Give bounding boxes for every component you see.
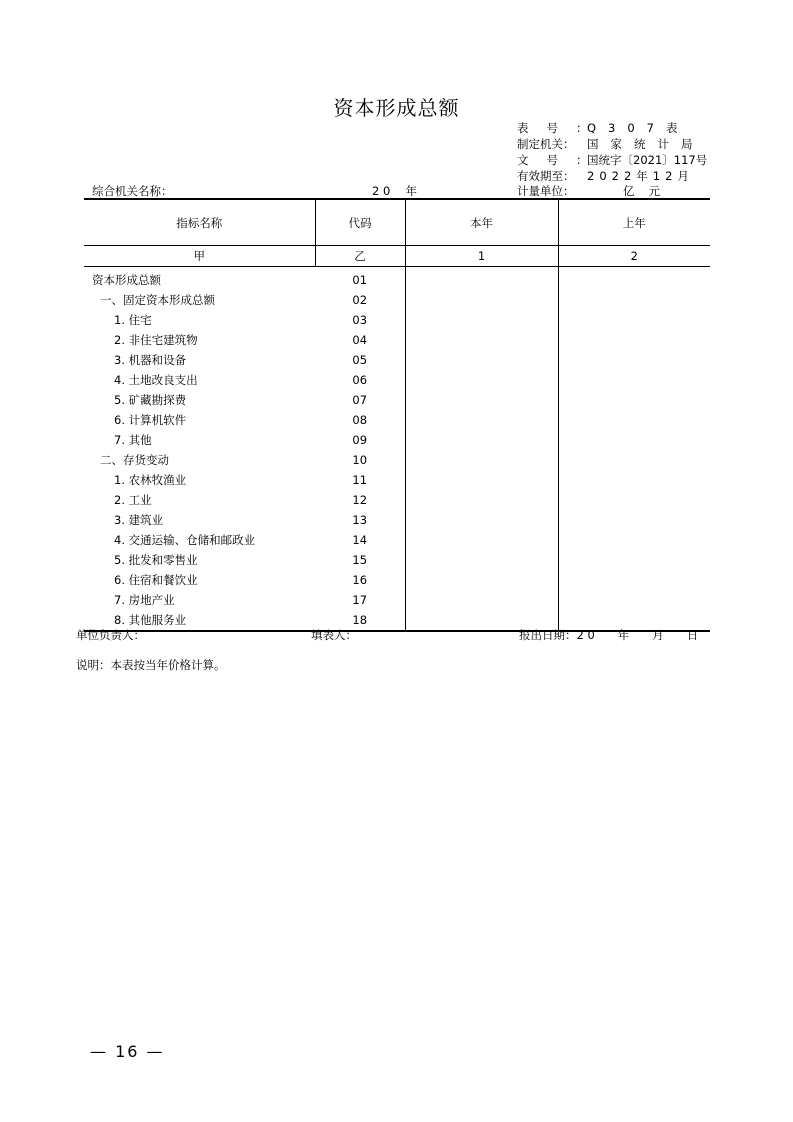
value-last-year-cell bbox=[558, 450, 710, 470]
issuing-agency bbox=[517, 136, 705, 152]
indicator-name: 2. 非住宅建筑物 bbox=[114, 333, 198, 347]
table-row bbox=[84, 490, 710, 510]
table-row bbox=[84, 590, 710, 610]
unit-value: 亿元 bbox=[623, 184, 674, 198]
value-this-year-cell bbox=[405, 450, 558, 470]
value-last-year-cell bbox=[558, 510, 710, 530]
value-this-year-cell bbox=[405, 370, 558, 390]
indicator-code: 15 bbox=[315, 550, 405, 570]
indicator-name: 8. 其他服务业 bbox=[84, 610, 315, 631]
table-row bbox=[84, 370, 710, 390]
value-last-year-cell bbox=[558, 267, 710, 291]
indicator-name: 4. 交通运输、仓储和邮政业 bbox=[114, 533, 256, 547]
form-number bbox=[517, 120, 690, 136]
indicator-code: 10 bbox=[315, 450, 405, 470]
indicator-name: 4. 土地改良支出 bbox=[114, 373, 198, 387]
indicator-name: 5. 矿藏勘探费 bbox=[114, 393, 187, 407]
doc-number-value: 国统字〔2021〕117号 bbox=[587, 153, 708, 167]
indicator-code: 08 bbox=[315, 410, 405, 430]
value-last-year-cell bbox=[558, 350, 710, 370]
value-last-year-cell bbox=[558, 570, 710, 590]
indicator-code: 03 bbox=[315, 310, 405, 330]
subheader-jia: 甲 bbox=[84, 246, 315, 267]
value-this-year-cell bbox=[405, 390, 558, 410]
indicator-code: 17 bbox=[315, 590, 405, 610]
value-this-year-cell bbox=[405, 290, 558, 310]
table-row bbox=[84, 450, 710, 470]
indicator-code: 04 bbox=[315, 330, 405, 350]
value-last-year-cell bbox=[558, 590, 710, 610]
table-row bbox=[84, 470, 710, 490]
indicator-name: 1. 农林牧渔业 bbox=[114, 473, 187, 487]
table-row bbox=[84, 390, 710, 410]
value-last-year-cell bbox=[558, 370, 710, 390]
table-row bbox=[84, 267, 710, 291]
value-last-year-cell bbox=[558, 470, 710, 490]
indicator-name: 1. 住宅 bbox=[114, 313, 152, 327]
doc-number-label: 文号： bbox=[517, 153, 606, 167]
table-row bbox=[84, 510, 710, 530]
value-this-year-cell bbox=[405, 510, 558, 530]
value-this-year-cell bbox=[405, 490, 558, 510]
value-this-year-cell bbox=[405, 590, 558, 610]
table-row bbox=[84, 410, 710, 430]
value-this-year-cell bbox=[405, 430, 558, 450]
indicator-code: 12 bbox=[315, 490, 405, 510]
indicator-code: 09 bbox=[315, 430, 405, 450]
table-header-row bbox=[84, 199, 710, 246]
agency-value: 国家统计局 bbox=[587, 137, 705, 151]
value-this-year-cell bbox=[405, 350, 558, 370]
value-last-year-cell bbox=[558, 390, 710, 410]
header-this-year: 本年 bbox=[405, 199, 558, 246]
indicator-code: 16 bbox=[315, 570, 405, 590]
indicator-code: 06 bbox=[315, 370, 405, 390]
header-indicator-name: 指标名称 bbox=[84, 199, 315, 246]
table-row bbox=[84, 310, 710, 330]
value-this-year-cell bbox=[405, 310, 558, 330]
table-subheader-row bbox=[84, 246, 710, 267]
indicator-name: 二、存货变动 bbox=[100, 453, 169, 467]
indicator-name: 一、固定资本形成总额 bbox=[100, 293, 215, 307]
value-this-year-cell bbox=[405, 410, 558, 430]
valid-until-label: 有效期至： bbox=[517, 169, 575, 183]
value-last-year-cell bbox=[558, 410, 710, 430]
table-row bbox=[84, 550, 710, 570]
form-number-value: Q307表 bbox=[587, 121, 690, 135]
indicator-name: 3. 建筑业 bbox=[114, 513, 164, 527]
page-title: 资本形成总额 bbox=[333, 96, 460, 120]
indicator-name: 2. 工业 bbox=[114, 493, 152, 507]
value-last-year-cell bbox=[558, 290, 710, 310]
value-last-year-cell bbox=[558, 550, 710, 570]
org-name-label: 综合机关名称： bbox=[92, 184, 173, 198]
data-table bbox=[84, 198, 710, 632]
indicator-name: 6. 计算机软件 bbox=[114, 413, 187, 427]
indicator-name: 6. 住宿和餐饮业 bbox=[114, 573, 198, 587]
indicator-name: 7. 其他 bbox=[114, 433, 152, 447]
value-last-year-cell bbox=[558, 530, 710, 550]
report-year: 2 0 年 bbox=[372, 184, 417, 198]
subheader-yi: 乙 bbox=[315, 246, 405, 267]
value-last-year-cell bbox=[558, 490, 710, 510]
indicator-code: 01 bbox=[315, 267, 405, 291]
value-this-year-cell bbox=[405, 550, 558, 570]
page-number: — 16 — bbox=[90, 1042, 165, 1061]
indicator-code: 07 bbox=[315, 390, 405, 410]
agency-label: 制定机关： bbox=[517, 137, 575, 151]
valid-until bbox=[517, 168, 694, 184]
indicator-name: 3. 机器和设备 bbox=[114, 353, 187, 367]
value-this-year-cell bbox=[405, 470, 558, 490]
value-last-year-cell bbox=[558, 430, 710, 450]
value-this-year-cell bbox=[405, 330, 558, 350]
indicator-code: 18 bbox=[315, 610, 405, 631]
table-body bbox=[84, 267, 710, 632]
header-code: 代码 bbox=[315, 199, 405, 246]
subheader-col2: 2 bbox=[558, 246, 710, 267]
indicator-code: 05 bbox=[315, 350, 405, 370]
table-note: 说明：本表按当年价格计算。 bbox=[76, 658, 226, 672]
report-date-label: 报出日期：2 0 年 月 日 bbox=[519, 628, 699, 642]
table-row bbox=[84, 570, 710, 590]
value-this-year-cell bbox=[405, 570, 558, 590]
table-row bbox=[84, 350, 710, 370]
indicator-name: 7. 房地产业 bbox=[114, 593, 175, 607]
filler-label: 填表人： bbox=[311, 628, 357, 642]
table-row bbox=[84, 530, 710, 550]
value-this-year-cell bbox=[405, 267, 558, 291]
unit-label: 计量单位： bbox=[517, 184, 575, 198]
value-last-year-cell bbox=[558, 310, 710, 330]
table-row bbox=[84, 430, 710, 450]
indicator-code: 11 bbox=[315, 470, 405, 490]
indicator-name: 资本形成总额 bbox=[92, 273, 161, 287]
document-number bbox=[517, 152, 707, 168]
valid-until-value: 2022年12月 bbox=[587, 169, 694, 183]
indicator-code: 14 bbox=[315, 530, 405, 550]
value-last-year-cell bbox=[558, 330, 710, 350]
unit-responsible-label: 单位负责人： bbox=[76, 628, 145, 642]
value-this-year-cell bbox=[405, 530, 558, 550]
header-last-year: 上年 bbox=[558, 199, 710, 246]
table-row bbox=[84, 330, 710, 350]
indicator-code: 02 bbox=[315, 290, 405, 310]
table-row bbox=[84, 290, 710, 310]
form-number-label: 表号： bbox=[517, 121, 606, 135]
indicator-code: 13 bbox=[315, 510, 405, 530]
indicator-name: 5. 批发和零售业 bbox=[114, 553, 198, 567]
subheader-col1: 1 bbox=[405, 246, 558, 267]
